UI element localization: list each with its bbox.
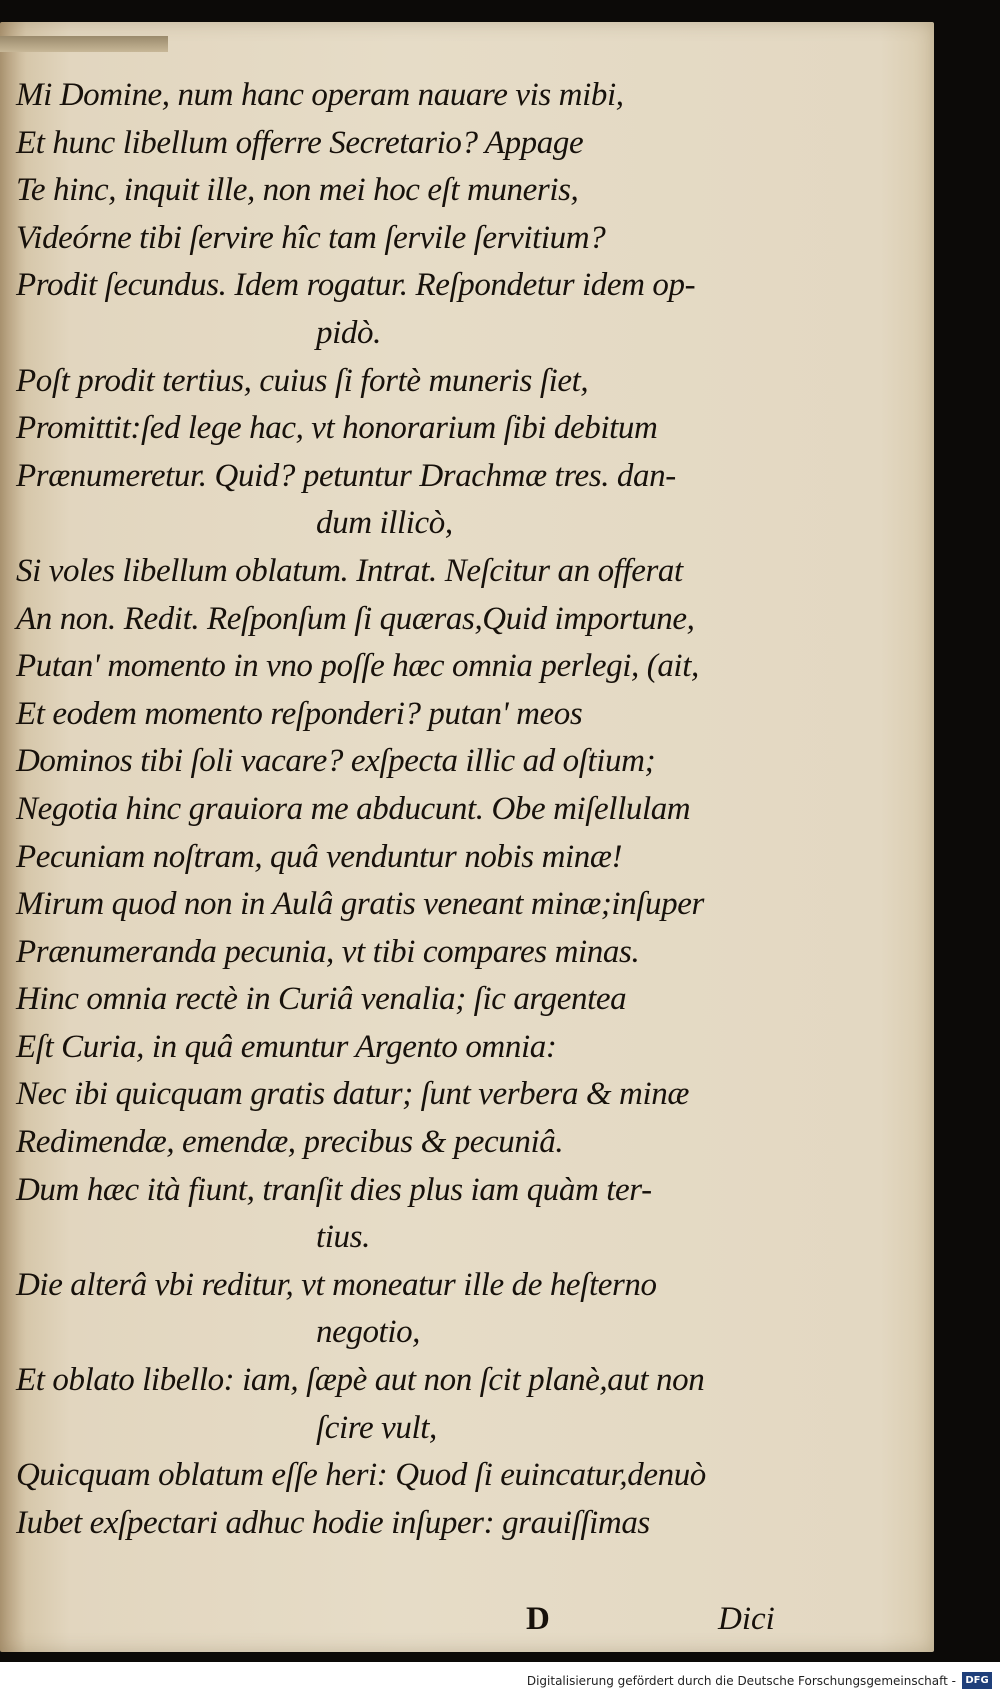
text-line: Pecuniam noſtram, quâ venduntur nobis minæ! [16,838,623,875]
text-line: Mirum quod non in Aulâ gratis veneant minæ;inſuper [16,886,704,923]
digitization-footer [0,1662,1000,1702]
signature-mark: D [526,1601,550,1637]
text-line: Et eodem momento reſponderi? putan' meos [16,695,583,732]
text-line: Die alterâ vbi reditur, vt moneatur ille de heſterno [16,1266,657,1303]
text-line: Promittit:ſed lege hac, vt honorarium ſibi debitum [16,410,658,447]
text-line: Hinc omnia rectè in Curiâ venalia; ſic argentea [16,981,627,1018]
dfg-logo: DFG [962,1672,992,1689]
page-footer-line [0,1601,934,1649]
text-line: tius. [316,1219,370,1256]
text-line: Dominos tibi ſoli vacare? exſpecta illic ad oſtium; [16,743,656,780]
text-line: pidò. [316,314,381,351]
text-line: Prænumeranda pecunia, vt tibi compares minas. [16,933,640,970]
text-line: negotio, [316,1314,421,1351]
text-line: An non. Redit. Reſponſum ſi quæras,Quid importune, [16,600,695,637]
text-line: dum illicò, [316,505,453,542]
text-line: Prodit ſecundus. Idem rogatur. Reſpondetur idem op- [16,267,696,304]
text-line: Et hunc libellum offerre Secretario? Appage [16,124,584,161]
text-line: Et oblato libello: iam, ſæpè aut non ſcit planè,aut non [16,1362,705,1399]
text-line: Prænumeretur. Quid? petuntur Drachmæ tres. dan- [16,457,676,494]
text-line: Putan' momento in vno poſſe hæc omnia perlegi, (ait, [16,648,699,685]
text-line: Iubet exſpectari adhuc hodie inſuper: grauiſſimas [16,1504,650,1541]
text-line: Te hinc, inquit ille, non mei hoc eſt muneris, [16,172,579,209]
text-block [16,72,916,1547]
text-line: Mi Domine, num hanc operam nauare vis mibi, [16,77,624,113]
text-line: Poſt prodit tertius, cuius ſi fortè muneris ſiet, [16,362,589,399]
text-line: Negotia hinc grauiora me abducunt. Obe miſellulam [16,790,691,827]
page-tab-edge [0,36,168,52]
funding-credit: Digitalisierung gefördert durch die Deutsche Forschungsgemeinschaft - [526,1674,956,1688]
text-line: Videórne tibi ſervire hîc tam ſervile ſervitium? [16,219,606,256]
text-line: ſcire vult, [316,1409,437,1446]
text-line: Nec ibi quicquam gratis datur; ſunt verbera & minæ [16,1076,689,1113]
text-line: Quicquam oblatum eſſe heri: Quod ſi euincatur,denuò [16,1457,706,1494]
catchword: Dici [718,1601,775,1637]
text-line: Dum hæc ità fiunt, tranſit dies plus iam quàm ter- [16,1171,652,1208]
text-line: Eſt Curia, in quâ emuntur Argento omnia: [16,1028,557,1065]
text-line: Redimendæ, emendæ, precibus & pecuniâ. [16,1124,564,1161]
text-line: Si voles libellum oblatum. Intrat. Neſcitur an offerat [16,552,683,589]
book-page [0,22,934,1652]
